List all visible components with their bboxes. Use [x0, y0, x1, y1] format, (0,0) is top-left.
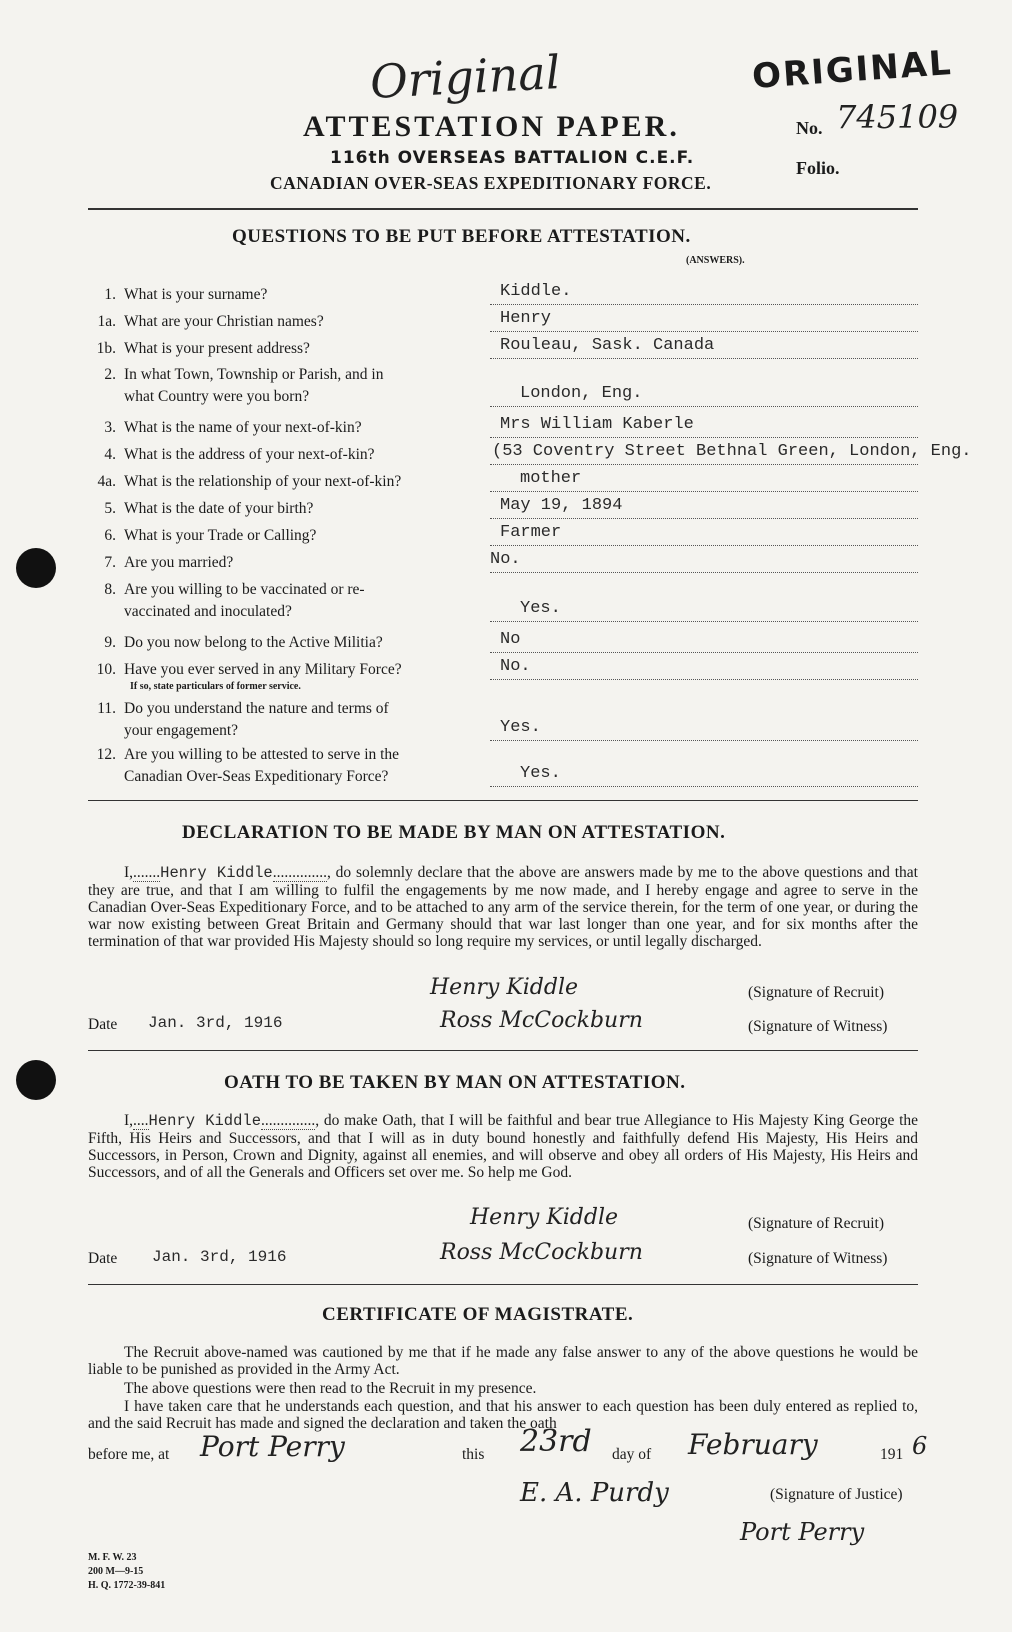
hq-number: H. Q. 1772-39-841 — [88, 1580, 166, 1591]
magistrate-day: 23rd — [520, 1424, 592, 1459]
oath-witness-label: (Signature of Witness) — [748, 1250, 888, 1267]
question-note: If so, state particulars of former service. — [130, 681, 301, 692]
folio-label: Folio. — [796, 158, 840, 178]
answer-value: Kiddle. — [500, 282, 572, 301]
answer-value: No. — [490, 550, 521, 569]
question-text: What is the date of your birth? — [124, 500, 314, 517]
original-stamp: ORIGINAL — [750, 43, 954, 97]
question-number: 11. — [97, 700, 116, 717]
answer-dotted-line — [490, 621, 918, 622]
no-label: No. — [796, 118, 823, 138]
answer-value: Mrs William Kaberle — [500, 415, 694, 434]
question-text: Do you understand the nature and terms of — [124, 700, 389, 717]
question-text: What is the relationship of your next-of-kin? — [124, 473, 402, 490]
certificate-para2: The above questions were then read to the Recruit in my presence. — [124, 1380, 537, 1397]
question-text: What is your surname? — [124, 286, 268, 303]
oath-body: , do make Oath, that I will be faithful and bear true Allegiance to His Majesty King George the Fifth, His Heirs and Successors, and that I will as in duty bound honestly and faithfully defend His Majesty, His Heirs and Successors, in Person, Crown and Dignity, against all enemies, and will observe and obey all orders of His Majesty, His Heirs and Successors, and of all the Generals and Officers set over me. So help me God. — [88, 1112, 919, 1181]
justice-signature: E. A. Purdy — [520, 1478, 669, 1508]
answer-dotted-line — [490, 652, 918, 653]
question-text-continued: vaccinated and inoculated? — [124, 603, 292, 620]
print-run: 200 M—9-15 — [88, 1566, 144, 1577]
answer-value: Rouleau, Sask. Canada — [500, 336, 715, 355]
day-of-label: day of — [612, 1446, 652, 1463]
answer-value: mother — [520, 469, 582, 488]
answer-dotted-line — [490, 437, 918, 438]
question-number: 4a. — [97, 473, 116, 490]
answer-value: Yes. — [500, 718, 541, 737]
answer-value: No — [500, 630, 521, 649]
declaration-recruit-signature: Henry Kiddle — [430, 975, 579, 1000]
oath-recruit-label: (Signature of Recruit) — [748, 1215, 885, 1232]
oath-text: I,....Henry Kiddle.............., do make Oath, that I will be faithful and bear true Allegiance to His Majesty King George the Fifth, His Heirs and Successors, and that I will as in duty bound honestly and faithfully defend His Majesty, His Heirs and Successors, in Person, Crown and Dignity, against all enemies, and will observe and obey all orders of His Majesty, His Heirs and Successors, and of all the Generals and Officers set over me. So help me God. — [88, 1112, 919, 1181]
justice-label: (Signature of Justice) — [770, 1486, 903, 1503]
declaration-date-label: Date — [88, 1016, 118, 1033]
answer-dotted-line — [490, 679, 918, 680]
answer-dotted-line — [490, 406, 918, 407]
answer-value: No. — [500, 657, 531, 676]
declaration-title: DECLARATION TO BE MADE BY MAN ON ATTESTATION. — [182, 822, 726, 843]
answer-dotted-line — [490, 572, 918, 573]
answer-value: London, Eng. — [520, 384, 643, 403]
question-text: Have you ever served in any Military Force? — [124, 661, 402, 678]
answers-label: (ANSWERS). — [686, 255, 745, 266]
answer-dotted-line — [490, 545, 918, 546]
question-number: 4. — [104, 446, 116, 463]
question-text-continued: Canadian Over-Seas Expeditionary Force? — [124, 768, 389, 785]
oath-recruit-signature: Henry Kiddle — [470, 1205, 619, 1230]
oath-date-label: Date — [88, 1250, 118, 1267]
question-number: 7. — [104, 554, 116, 571]
question-text: In what Town, Township or Parish, and in — [124, 366, 384, 383]
question-text: What is your present address? — [124, 340, 310, 357]
question-text: Are you willing to be attested to serve in the — [124, 746, 400, 763]
oath-date: Jan. 3rd, 1916 — [152, 1248, 287, 1266]
question-number: 1a. — [97, 313, 116, 330]
answer-dotted-line — [490, 518, 918, 519]
declaration-date: Jan. 3rd, 1916 — [148, 1014, 283, 1032]
answer-value: Yes. — [520, 599, 561, 618]
declaration-rule — [88, 1050, 918, 1051]
answer-value: Henry — [500, 309, 552, 328]
question-text: Are you willing to be vaccinated or re- — [124, 581, 365, 598]
certificate-para1: The Recruit above-named was cautioned by me that if he made any false answer to any of the above questions he would be liable to be punished as provided in the Army Act. — [88, 1344, 918, 1378]
justice-place: Port Perry — [740, 1518, 865, 1546]
question-number: 9. — [104, 634, 116, 651]
declaration-text: I,.......Henry Kiddle.............., do solemnly declare that the above are answers made by me to the above questions and that they are true, and that I am willing to fulfil the engagements by me now made, and I hereby engage and agree to serve in the Canadian Over-Seas Expeditionary Force, and to be attached to any arm of the service therein, for the term of one year, or during the war now existing between Great Britain and Germany should that war last longer than one year, and for six months after the termination of that war provided His Majesty should so long require my services, or until legally discharged. — [88, 864, 918, 950]
handwritten-original: Original — [368, 45, 562, 109]
question-number: 12. — [96, 746, 116, 763]
oath-witness-signature: Ross McCockburn — [440, 1240, 643, 1265]
punch-hole-lower — [16, 1060, 56, 1100]
question-number: 6. — [104, 527, 116, 544]
punch-hole-upper — [16, 548, 56, 588]
question-text: What is the name of your next-of-kin? — [124, 419, 362, 436]
battalion-line: 116th OVERSEAS BATTALION C.E.F. — [330, 148, 695, 168]
oath-name: Henry Kiddle — [148, 1112, 262, 1130]
header-rule — [88, 208, 918, 210]
oath-rule — [88, 1284, 918, 1285]
declaration-witness-label: (Signature of Witness) — [748, 1018, 888, 1035]
question-number: 1b. — [96, 340, 116, 357]
questions-rule — [88, 800, 918, 801]
question-number: 8. — [104, 581, 116, 598]
question-text: What are your Christian names? — [124, 313, 324, 330]
oath-prefix: I, — [124, 1112, 134, 1129]
oath-title: OATH TO BE TAKEN BY MAN ON ATTESTATION. — [224, 1072, 686, 1093]
questions-title: QUESTIONS TO BE PUT BEFORE ATTESTATION. — [232, 226, 691, 247]
declaration-recruit-label: (Signature of Recruit) — [748, 984, 885, 1001]
answer-dotted-line — [490, 740, 918, 741]
this-label: this — [462, 1446, 485, 1463]
declaration-name: Henry Kiddle — [160, 864, 273, 882]
year-suffix: 6 — [912, 1432, 928, 1460]
declaration-body: , do solemnly declare that the above are answers made by me to the above questions and that they are true, and that I am willing to fulfil the engagements by me now made, and I hereby engage and agree to serve in the Canadian Over-Seas Expeditionary Force, and to be attached to any arm of the service therein, for the term of one year, or during the war now existing between Great Britain and Germany should that war last longer than one year, and for six months after the termination of that war provided His Majesty should so long require my services, or until legally discharged. — [88, 864, 918, 950]
answer-dotted-line — [490, 358, 918, 359]
question-text: What is your Trade or Calling? — [124, 527, 317, 544]
answer-value: Yes. — [520, 764, 561, 783]
answer-dotted-line — [490, 786, 918, 787]
question-number: 5. — [104, 500, 116, 517]
certificate-title: CERTIFICATE OF MAGISTRATE. — [322, 1304, 634, 1325]
question-text: Are you married? — [124, 554, 234, 571]
declaration-prefix: I, — [124, 864, 134, 881]
question-text-continued: what Country were you born? — [124, 388, 310, 405]
form-number: M. F. W. 23 — [88, 1552, 137, 1563]
question-text-continued: your engagement? — [124, 722, 239, 739]
answer-value: May 19, 1894 — [500, 496, 623, 515]
magistrate-month: February — [688, 1428, 818, 1461]
year-prefix: 191 — [880, 1446, 904, 1463]
question-text: What is the address of your next-of-kin? — [124, 446, 375, 463]
question-number: 3. — [104, 419, 116, 436]
answer-dotted-line — [490, 464, 918, 465]
answer-dotted-line — [490, 304, 918, 305]
answer-dotted-line — [490, 491, 918, 492]
force-line: CANADIAN OVER-SEAS EXPEDITIONARY FORCE. — [270, 173, 712, 193]
answer-value: (53 Coventry Street Bethnal Green, London, Eng. — [492, 442, 972, 461]
question-text: Do you now belong to the Active Militia? — [124, 634, 383, 651]
serial-number: 745109 — [836, 98, 959, 136]
answer-value: Farmer — [500, 523, 562, 542]
declaration-witness-signature: Ross McCockburn — [440, 1008, 643, 1033]
before-me-label: before me, at — [88, 1446, 170, 1463]
magistrate-place: Port Perry — [200, 1430, 345, 1463]
page-title: ATTESTATION PAPER. — [303, 110, 680, 143]
question-number: 2. — [104, 366, 116, 383]
question-number: 1. — [104, 286, 116, 303]
question-number: 10. — [96, 661, 116, 678]
answer-dotted-line — [490, 331, 918, 332]
certificate-para3: I have taken care that he understands each question, and that his answer to each question has been duly entered as replied to, and the said Recruit has made and signed the declaration and taken the oath — [88, 1398, 918, 1432]
